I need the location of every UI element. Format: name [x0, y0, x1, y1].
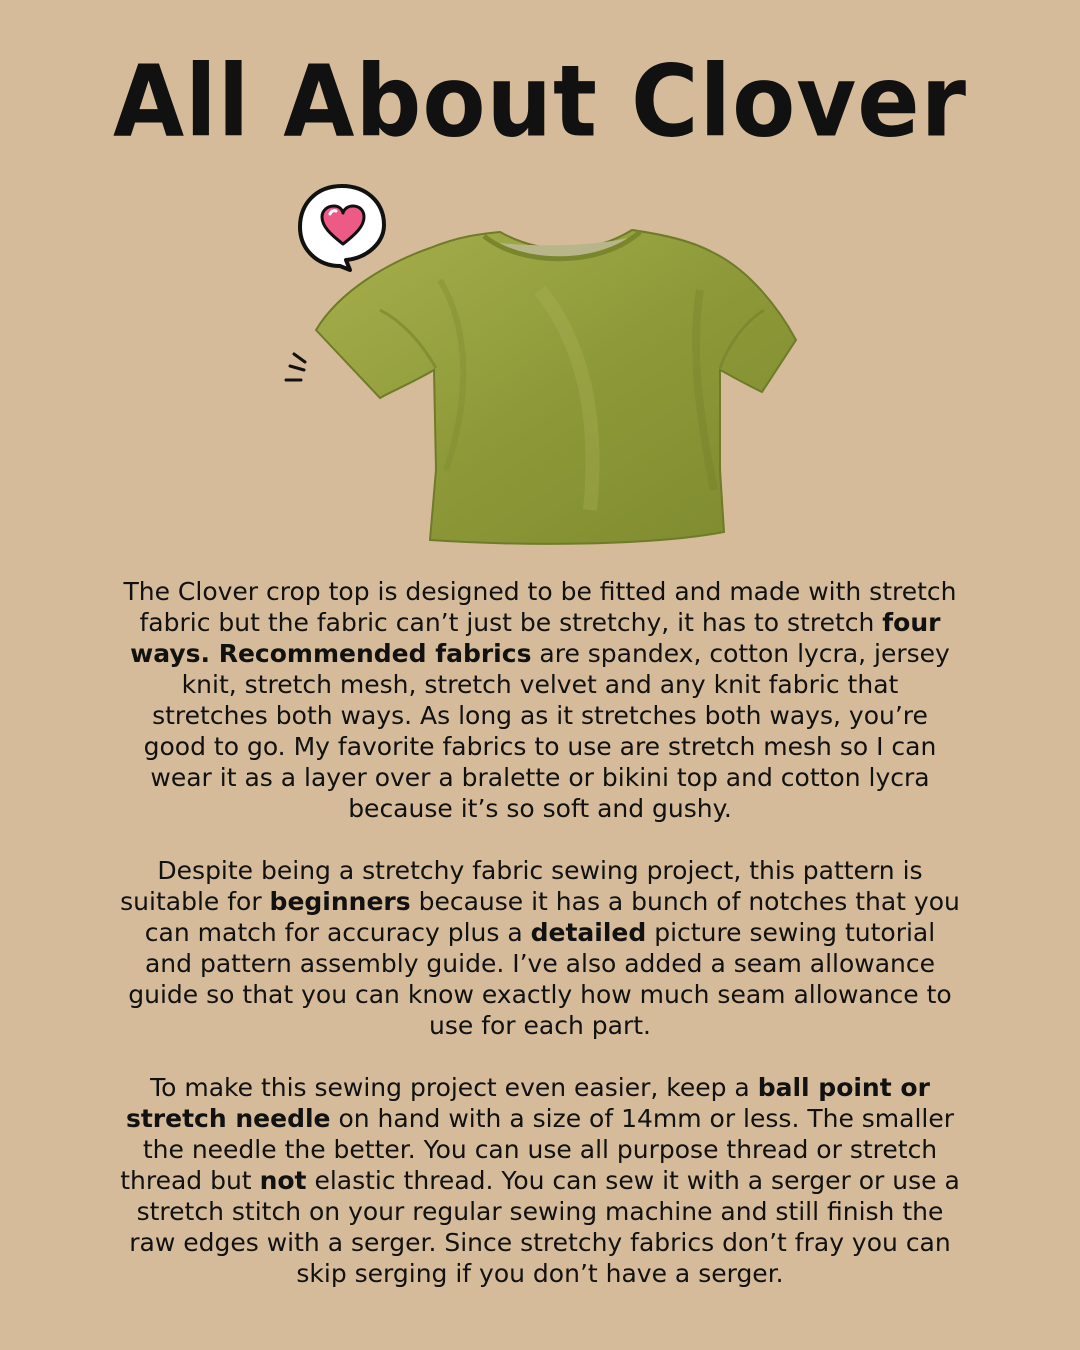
text-run: Despite being a stretchy fabric sewing project, this pattern is suitable for [120, 856, 923, 916]
text-run: on hand with a size of 14mm or less. The smaller the needle the better. You can use all purpose thread or stretch thread but [120, 1104, 955, 1195]
bold-text: ball point or stretch needle [125, 1073, 930, 1133]
text-run: To make this sewing project even easier, keep a [150, 1073, 758, 1102]
paragraph-beginners [120, 855, 960, 1041]
page-title: All About Clover [112, 43, 968, 160]
text-run: The Clover crop top is designed to be fitted and made with stretch fabric but the fabric can’t just be stretchy, it has to stretch [123, 577, 957, 637]
bold-text: detailed [530, 918, 647, 947]
paragraph-fabrics [120, 576, 960, 824]
bold-text: not [259, 1166, 307, 1195]
description [120, 576, 960, 1320]
text-run: are spandex, cotton lycra, jersey knit, stretch mesh, stretch velvet and any knit fabric that stretches both ways. As long as it stretches both ways, you’re good to go. My favorite fabrics to use are stretch mesh so I can wear it as a layer over a bralette or bikini top and cotton lycra because it’s so soft and gushy. [143, 639, 950, 823]
text-run: elastic thread. You can sew it with a serger or use a stretch stitch on your regular sewing machine and still finish the raw edges with a serger. Since stretchy fabrics don’t fray you can skip serging if you don’t have a serger. [129, 1166, 960, 1288]
text-run: picture sewing tutorial and pattern assembly guide. I’ve also added a seam allowance guide so that you can know exactly how much seam allowance to use for each part. [128, 918, 952, 1040]
illustration [0, 170, 1080, 570]
bold-text: four ways. Recommended fabrics [130, 608, 941, 668]
text-run: because it has a bunch of notches that you can match for accuracy plus a [144, 887, 960, 947]
green-crop-top-photo [316, 230, 796, 544]
bold-text: beginners [269, 887, 411, 916]
paragraph-needle-thread [120, 1072, 960, 1289]
